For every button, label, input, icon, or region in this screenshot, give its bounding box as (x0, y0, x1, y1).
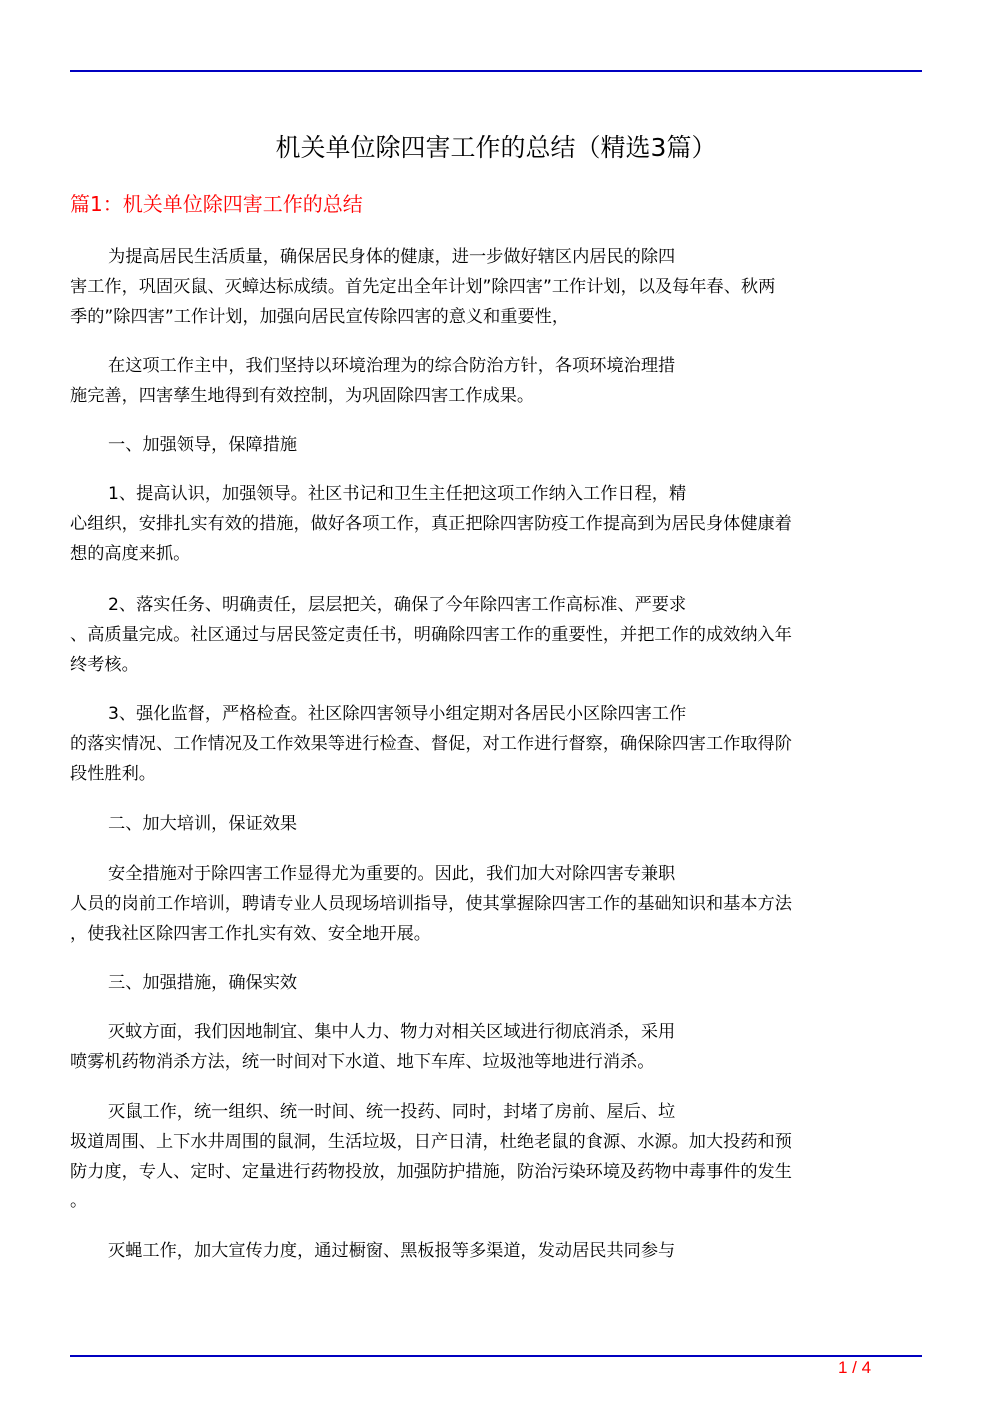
paragraph-line: 圾道周围、上下水井周围的鼠洞，生活垃圾，日产日清，杜绝老鼠的食源、水源。加大投药和预 (70, 1131, 792, 1152)
paragraph-line: 灭蚊方面，我们因地制宜、集中人力、物力对相关区域进行彻底消杀，采用 (108, 1022, 676, 1042)
paragraph-line: 施完善，四害孳生地得到有效控制，为巩固除四害工作成果。 (70, 385, 535, 406)
paragraph-line: 。 (70, 1191, 88, 1212)
footer-rule (70, 1355, 922, 1357)
paragraph-line: 、高质量完成。社区通过与居民签定责任书，明确除四害工作的重要性，并把工作的成效纳入年 (70, 624, 792, 645)
paragraph-line: ，使我社区除四害工作扎实有效、安全地开展。 (70, 923, 431, 944)
section-heading: 篇1：机关单位除四害工作的总结 (70, 192, 363, 216)
paragraph-line: 二、加大培训，保证效果 (108, 814, 298, 834)
paragraph-line: 灭蝇工作，加大宣传力度，通过橱窗、黑板报等多渠道，发动居民共同参与 (108, 1241, 676, 1261)
paragraph-line: 为提高居民生活质量，确保居民身体的健康，进一步做好辖区内居民的除四 (108, 247, 676, 267)
paragraph-line: 3、强化监督，严格检查。社区除四害领导小组定期对各居民小区除四害工作 (108, 704, 687, 724)
paragraph-line: 人员的岗前工作培训，聘请专业人员现场培训指导，使其掌握除四害工作的基础知识和基本方法 (70, 893, 792, 914)
paragraph-line: 灭鼠工作，统一组织、统一时间、统一投药、同时，封堵了房前、屋后、垃 (108, 1102, 676, 1122)
paragraph-line: 想的高度来抓。 (70, 543, 191, 564)
paragraph-line: 安全措施对于除四害工作显得尤为重要的。因此，我们加大对除四害专兼职 (108, 864, 676, 884)
paragraph-line: 段性胜利。 (70, 763, 156, 784)
paragraph-line: 1、提高认识，加强领导。社区书记和卫生主任把这项工作纳入工作日程，精 (108, 484, 687, 504)
paragraph-line: 季的”除四害”工作计划，加强向居民宣传除四害的意义和重要性， (70, 306, 570, 327)
paragraph-line: 害工作，巩固灭鼠、灭蟑达标成绩。首先定出全年计划”除四害”工作计划，以及每年春、秋两 (70, 276, 776, 297)
paragraph-line: 终考核。 (70, 654, 139, 675)
paragraph-line: 心组织，安排扎实有效的措施，做好各项工作，真正把除四害防疫工作提高到为居民身体健康着 (70, 513, 792, 534)
paragraph-line: 喷雾机药物消杀方法，统一时间对下水道、地下车库、垃圾池等地进行消杀。 (70, 1051, 655, 1072)
paragraph-line: 的落实情况、工作情况及工作效果等进行检查、督促，对工作进行督察，确保除四害工作取得阶 (70, 733, 792, 754)
paragraph-line: 2、落实任务、明确责任，层层把关，确保了今年除四害工作高标准、严要求 (108, 595, 687, 615)
paragraph-line: 在这项工作主中，我们坚持以环境治理为的综合防治方针，各项环境治理措 (108, 356, 676, 376)
paragraph-line: 一、加强领导，保障措施 (108, 435, 298, 455)
document-title: 机关单位除四害工作的总结（精选3篇） (275, 133, 717, 162)
header-rule (70, 70, 922, 72)
paragraph-line: 三、加强措施，确保实效 (108, 973, 298, 993)
paragraph-line: 防力度，专人、定时、定量进行药物投放，加强防护措施，防治污染环境及药物中毒事件的发生 (70, 1161, 792, 1182)
page-number: 1 / 4 (838, 1358, 872, 1377)
